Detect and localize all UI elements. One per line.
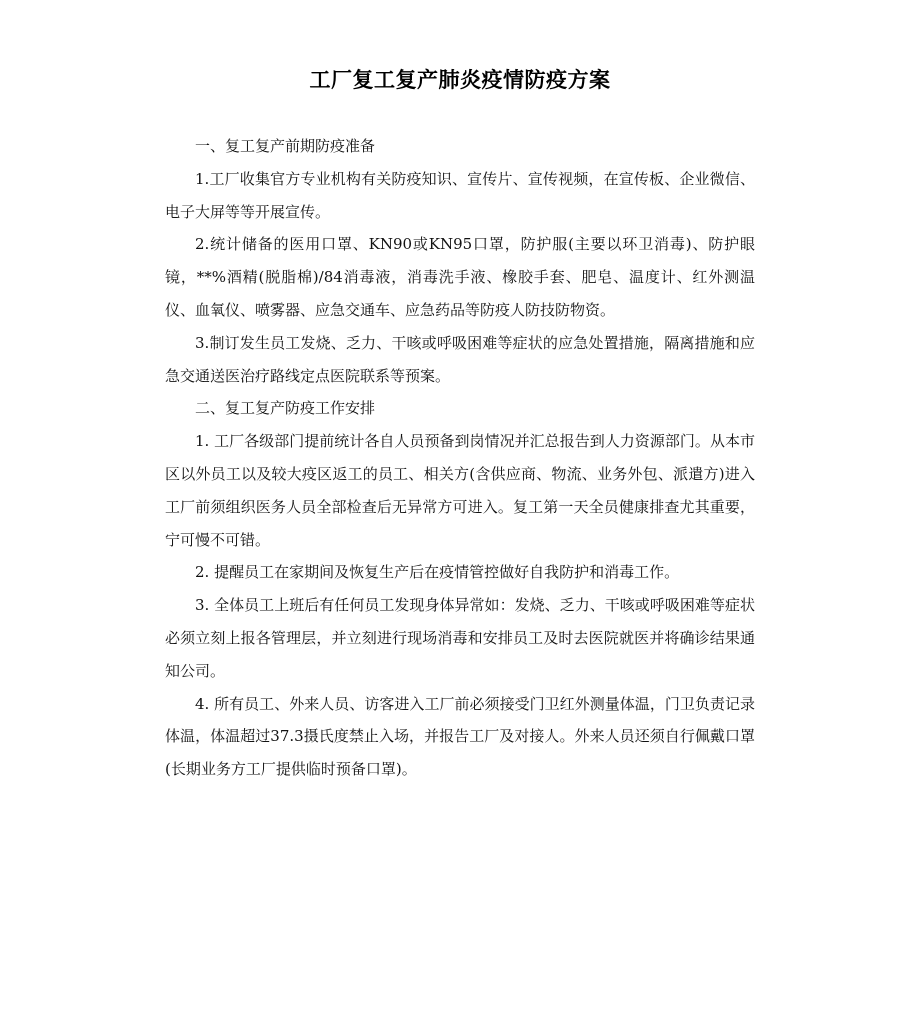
paragraph: 2. 提醒员工在家期间及恢复生产后在疫情管控做好自我防护和消毒工作。	[195, 563, 680, 582]
paragraph: 2.统计储备的医用口罩、KN90或KN95口罩，防护服(主要以环卫消毒)、防护眼镜，**%酒精(脱脂棉)/84消毒液，消毒洗手液、橡胶手套、肥皂、温度计、红外测温仪、血氧仪、喷雾器、应急交通车、应急药品等防疫人防技防物资。	[165, 235, 755, 319]
paragraph: 1. 工厂各级部门提前统计各自人员预备到岗情况并汇总报告到人力资源部门。从本市区以外员工以及较大疫区返工的员工、相关方(含供应商、物流、业务外包、派遣方)进入工厂前须组织医务人员全部检查后无异常方可进入。复工第一天全员健康排查尤其重要，宁可慢不可错。	[165, 432, 755, 549]
document-body	[165, 130, 755, 786]
document-title: 工厂复工复产肺炎疫情防疫方案	[309, 68, 611, 92]
paragraph: 1.工厂收集官方专业机构有关防疫知识、宣传片、宣传视频，在宣传板、企业微信、电子大屏等等开展宣传。	[165, 169, 755, 221]
section-heading-1: 一、复工复产前期防疫准备	[195, 137, 376, 155]
paragraph: 3.制订发生员工发烧、乏力、干咳或呼吸困难等症状的应急处置措施，隔离措施和应急交通送医治疗路线定点医院联系等预案。	[165, 333, 755, 385]
paragraph: 4. 所有员工、外来人员、访客进入工厂前必须接受门卫红外测量体温，门卫负责记录体温，体温超过37.3摄氏度禁止入场，并报告工厂及对接人。外来人员还须自行佩戴口罩(长期业务方工厂提供临时预备口罩)。	[165, 694, 755, 779]
paragraph: 3. 全体员工上班后有任何员工发现身体异常如：发烧、乏力、干咳或呼吸困难等症状必须立刻上报各管理层，并立刻进行现场消毒和安排员工及时去医院就医并将确诊结果通知公司。	[165, 596, 755, 680]
section-heading-2: 二、复工复产防疫工作安排	[195, 399, 376, 418]
